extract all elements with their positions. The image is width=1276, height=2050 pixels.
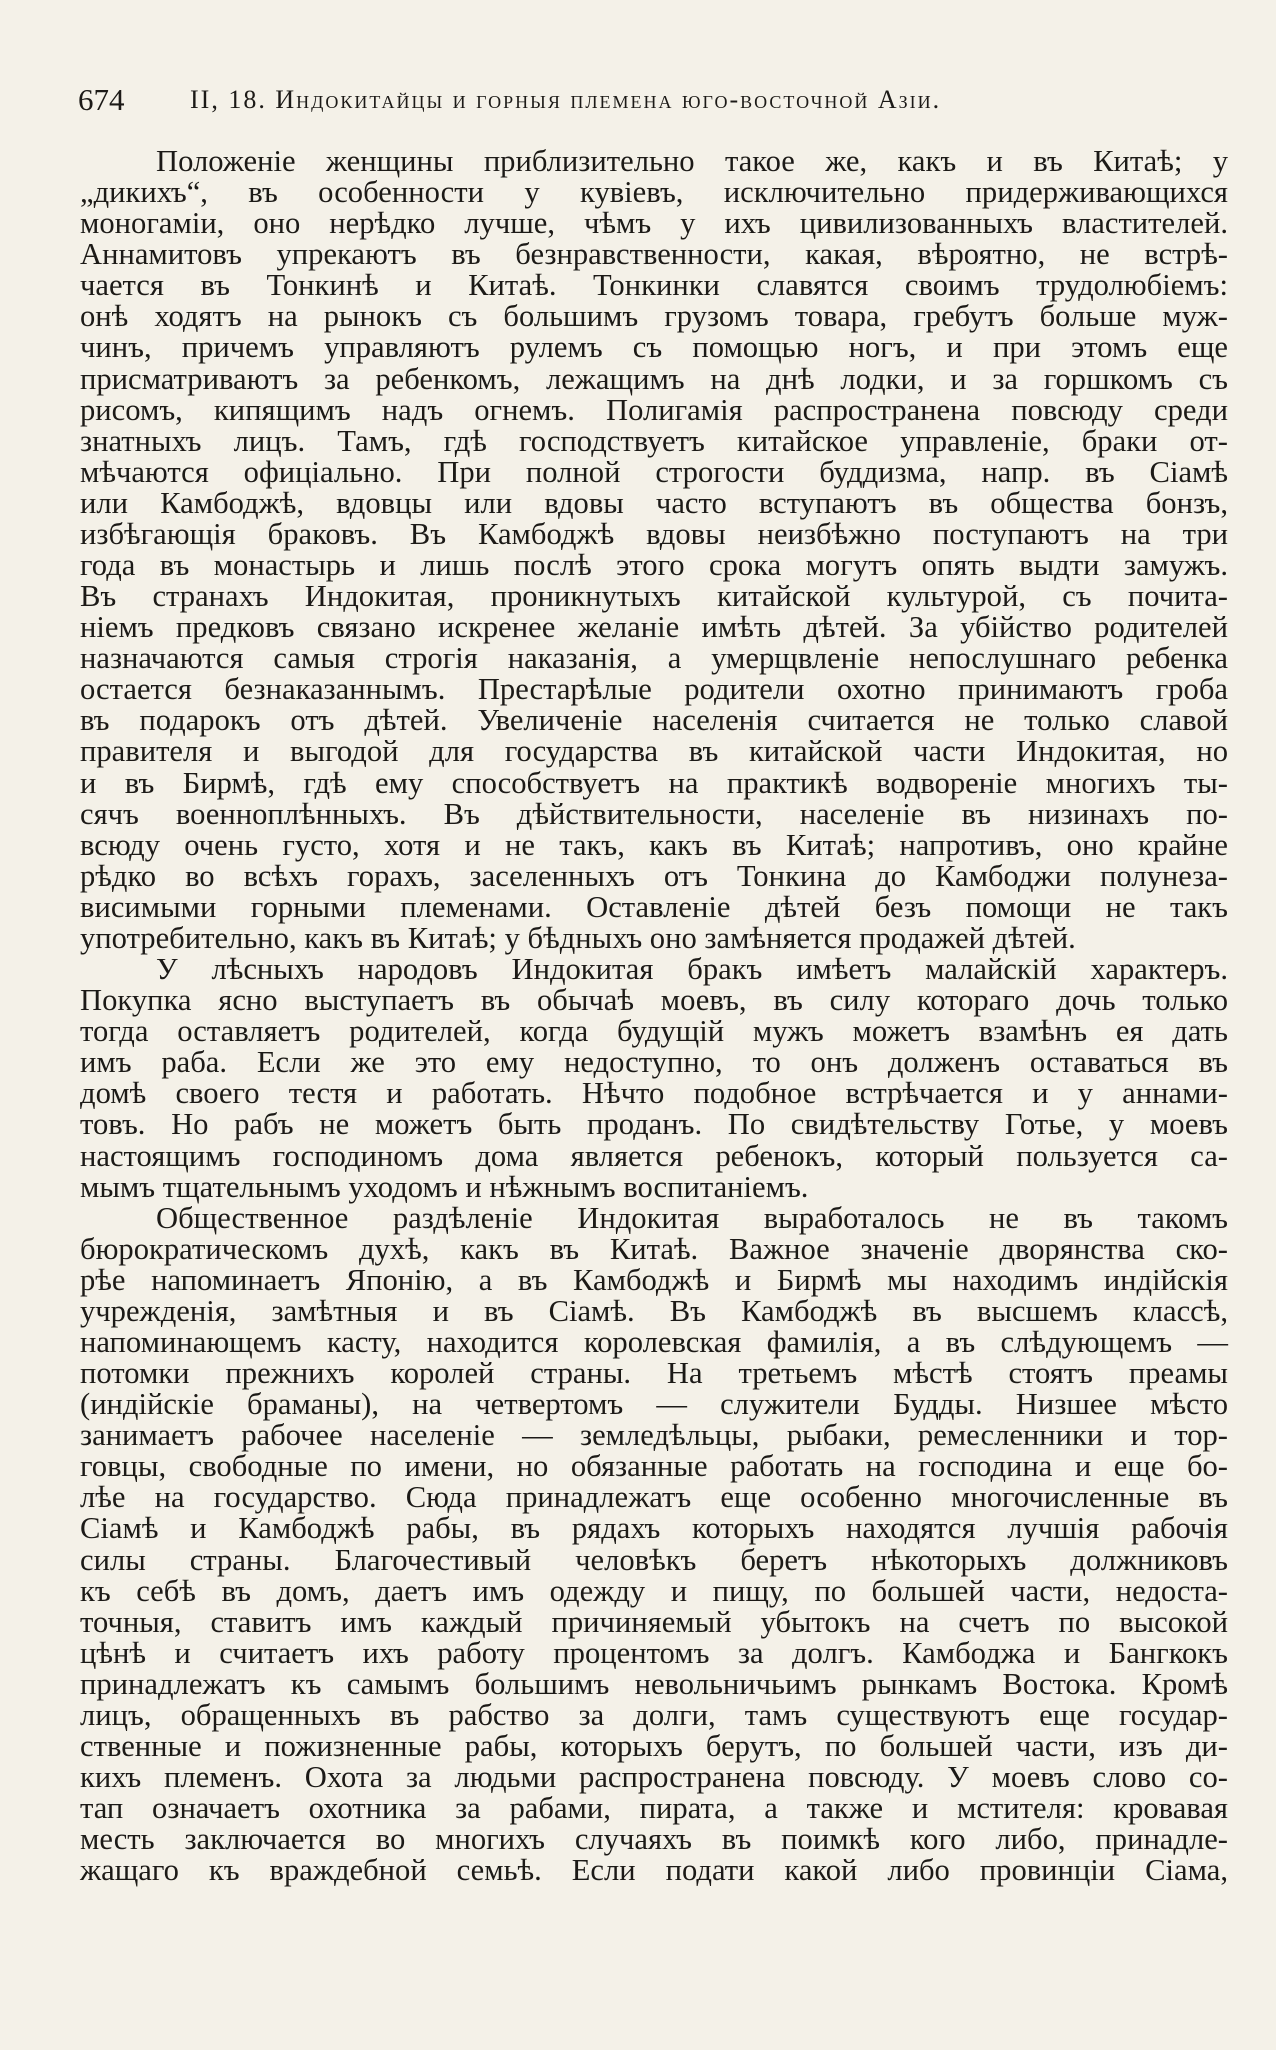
text-line: Общественное раздѣленіе Индокитая выработалось не въ такомъ	[156, 1200, 1228, 1235]
page-header	[78, 82, 1210, 122]
text-line: цѣнѣ и считаетъ ихъ работу процентомъ за долгъ. Камбоджа и Бангкокъ	[80, 1635, 1228, 1670]
text-line: товъ. Но рабъ не можетъ быть проданъ. По свидѣтельству Готье, у моевъ	[80, 1107, 1228, 1142]
text-line: точныя, ставитъ имъ каждый причиняемый убытокъ на счетъ по высокой	[80, 1604, 1228, 1639]
text-line: Покупка ясно выступаетъ въ обычаѣ моевъ, въ силу котораго дочь только	[80, 983, 1228, 1018]
text-line: Аннамитовъ упрекаютъ въ безнравственности, какая, вѣроятно, не встрѣ-	[80, 237, 1228, 272]
text-line: тап означаетъ охотника за рабами, пирата, а также и мстителя: кровавая	[80, 1791, 1228, 1826]
page-number: 674	[78, 82, 125, 117]
text-line: Положеніе женщины приблизительно такое же, какъ и въ Китаѣ; у	[156, 144, 1228, 178]
text-line: сячъ военноплѣнныхъ. Въ дѣйствительности, населеніе въ низинахъ по-	[80, 796, 1228, 831]
text-line: ніемъ предковъ связано искренее желаніе имѣть дѣтей. За убійство родителей	[80, 610, 1228, 645]
text-line: рѣдко во всѣхъ горахъ, заселенныхъ отъ Тонкина до Камбоджи полунеза-	[80, 858, 1228, 893]
text-line: знатныхъ лицъ. Тамъ, гдѣ господствуетъ китайское управленіе, браки от-	[80, 423, 1228, 458]
text-line: чается въ Тонкинѣ и Китаѣ. Тонкинки славятся своимъ трудолюбіемъ:	[80, 268, 1228, 303]
text-line: жащаго къ враждебной семьѣ. Если подати какой либо провинціи Сіама,	[80, 1853, 1228, 1888]
text-line: къ себѣ въ домъ, даетъ имъ одежду и пищу, по большей части, недоста-	[80, 1573, 1228, 1608]
text-line: правителя и выгодой для государства въ китайской части Индокитая, но	[80, 734, 1228, 769]
text-line: онѣ ходятъ на рынокъ съ большимъ грузомъ товара, гребутъ больше муж-	[80, 299, 1228, 334]
page-body	[80, 146, 1228, 1886]
text-line: всюду очень густо, хотя и не такъ, какъ въ Китаѣ; напротивъ, оно крайне	[80, 827, 1228, 862]
text-line: бюрократическомъ духѣ, какъ въ Китаѣ. Важное значеніе дворянства ско-	[80, 1231, 1228, 1266]
text-line: (индійскіе браманы), на четвертомъ — служители Будды. Низшее мѣсто	[80, 1387, 1228, 1422]
text-line: мѣчаются офиціально. При полной строгости буддизма, напр. въ Сіамѣ	[80, 454, 1228, 489]
text-line: чинъ, причемъ управляютъ рулемъ съ помощью ногъ, и при этомъ еще	[80, 330, 1228, 365]
text-line: рѣе напоминаетъ Японію, а въ Камбоджѣ и Бирмѣ мы находимъ индійскія	[80, 1262, 1228, 1297]
text-line: У лѣсныхъ народовъ Индокитая бракъ имѣетъ малайскій характеръ.	[156, 952, 1228, 987]
paragraph-social-division	[80, 1200, 1228, 1888]
paragraph-forest-peoples-marriage	[80, 954, 1228, 1203]
text-line: Сіамѣ и Камбоджѣ рабы, въ рядахъ которыхъ находятся лучшія рабочія	[80, 1511, 1228, 1546]
text-line: и въ Бирмѣ, гдѣ ему способствуетъ на практикѣ водвореніе многихъ ты-	[80, 765, 1228, 800]
text-line: мымъ тщательнымъ уходомъ и нѣжнымъ воспитаніемъ.	[80, 1169, 809, 1204]
text-line: года въ монастырь и лишь послѣ этого срока могутъ опять выдти замужъ.	[80, 548, 1228, 583]
text-line: моногаміи, оно нерѣдко лучше, чѣмъ у ихъ цивилизованныхъ властителей.	[80, 206, 1228, 241]
text-line: лицъ, обращенныхъ въ рабство за долги, тамъ существуютъ еще государ-	[80, 1697, 1228, 1732]
text-line: имъ раба. Если же это ему недоступно, то онъ долженъ оставаться въ	[80, 1045, 1228, 1080]
text-line: или Камбоджѣ, вдовцы или вдовы часто вступаютъ въ общества бонзъ,	[80, 485, 1228, 520]
text-line: избѣгающія браковъ. Въ Камбоджѣ вдовы неизбѣжно поступаютъ на три	[80, 516, 1228, 551]
text-line: въ подарокъ отъ дѣтей. Увеличеніе населенія считается не только славой	[80, 703, 1228, 738]
text-line: говцы, свободные по имени, но обязанные работать на господина и еще бо-	[80, 1449, 1228, 1484]
text-line: Въ странахъ Индокитая, проникнутыхъ китайской культурой, съ почита-	[80, 579, 1228, 614]
text-line: занимаетъ рабочее населеніе — земледѣльцы, рыбаки, ремесленники и тор-	[80, 1418, 1228, 1453]
text-line: домѣ своего тестя и работать. Нѣчто подобное встрѣчается и у аннами-	[80, 1076, 1228, 1111]
text-line: силы страны. Благочестивый человѣкъ беретъ нѣкоторыхъ должниковъ	[80, 1542, 1228, 1577]
text-line: кихъ племенъ. Охота за людьми распространена повсюду. У моевъ слово со-	[80, 1760, 1228, 1795]
text-line: остается безнаказаннымъ. Престарѣлые родители охотно принимаютъ гроба	[80, 672, 1228, 707]
text-line: тогда оставляетъ родителей, когда будущій мужъ можетъ взамѣнъ ея дать	[80, 1014, 1228, 1049]
text-line: назначаются самыя строгія наказанія, а умерщвленіе непослушнаго ребенка	[80, 641, 1228, 676]
running-title: II, 18. Индокитайцы и горныя племена юго-восточной Азіи.	[190, 85, 942, 114]
text-line: учрежденія, замѣтныя и въ Сіамѣ. Въ Камбоджѣ въ высшемъ классѣ,	[80, 1293, 1228, 1328]
text-line: употребительно, какъ въ Китаѣ; у бѣдныхъ оно замѣняется продажей дѣтей.	[80, 920, 1076, 955]
text-line: напоминающемъ касту, находится королевская фамилія, а въ слѣдующемъ —	[80, 1324, 1228, 1359]
text-line: потомки прежнихъ королей страны. На третьемъ мѣстѣ стоятъ преамы	[80, 1356, 1228, 1391]
text-line: лѣе на государство. Сюда принадлежатъ еще особенно многочисленные въ	[80, 1480, 1228, 1515]
text-line: рисомъ, кипящимъ надъ огнемъ. Полигамія распространена повсюду среди	[80, 392, 1228, 427]
text-line: присматриваютъ за ребенкомъ, лежащимъ на днѣ лодки, и за горшкомъ съ	[80, 361, 1228, 396]
text-line: принадлежатъ къ самымъ большимъ невольничьимъ рынкамъ Востока. Кромѣ	[80, 1666, 1228, 1701]
text-line: настоящимъ господиномъ дома является ребенокъ, который пользуется са-	[80, 1138, 1228, 1173]
text-line: „дикихъ“, въ особенности у кувіевъ, исключительно придерживающихся	[80, 175, 1228, 210]
text-line: месть заключается во многихъ случаяхъ въ поимкѣ кого либо, принадле-	[80, 1822, 1228, 1857]
text-line: висимыми горными племенами. Оставленіе дѣтей безъ помощи не такъ	[80, 889, 1228, 924]
paragraph-women-status	[80, 146, 1228, 954]
text-line: ственные и пожизненные рабы, которыхъ берутъ, по большей части, изъ ди-	[80, 1728, 1228, 1763]
